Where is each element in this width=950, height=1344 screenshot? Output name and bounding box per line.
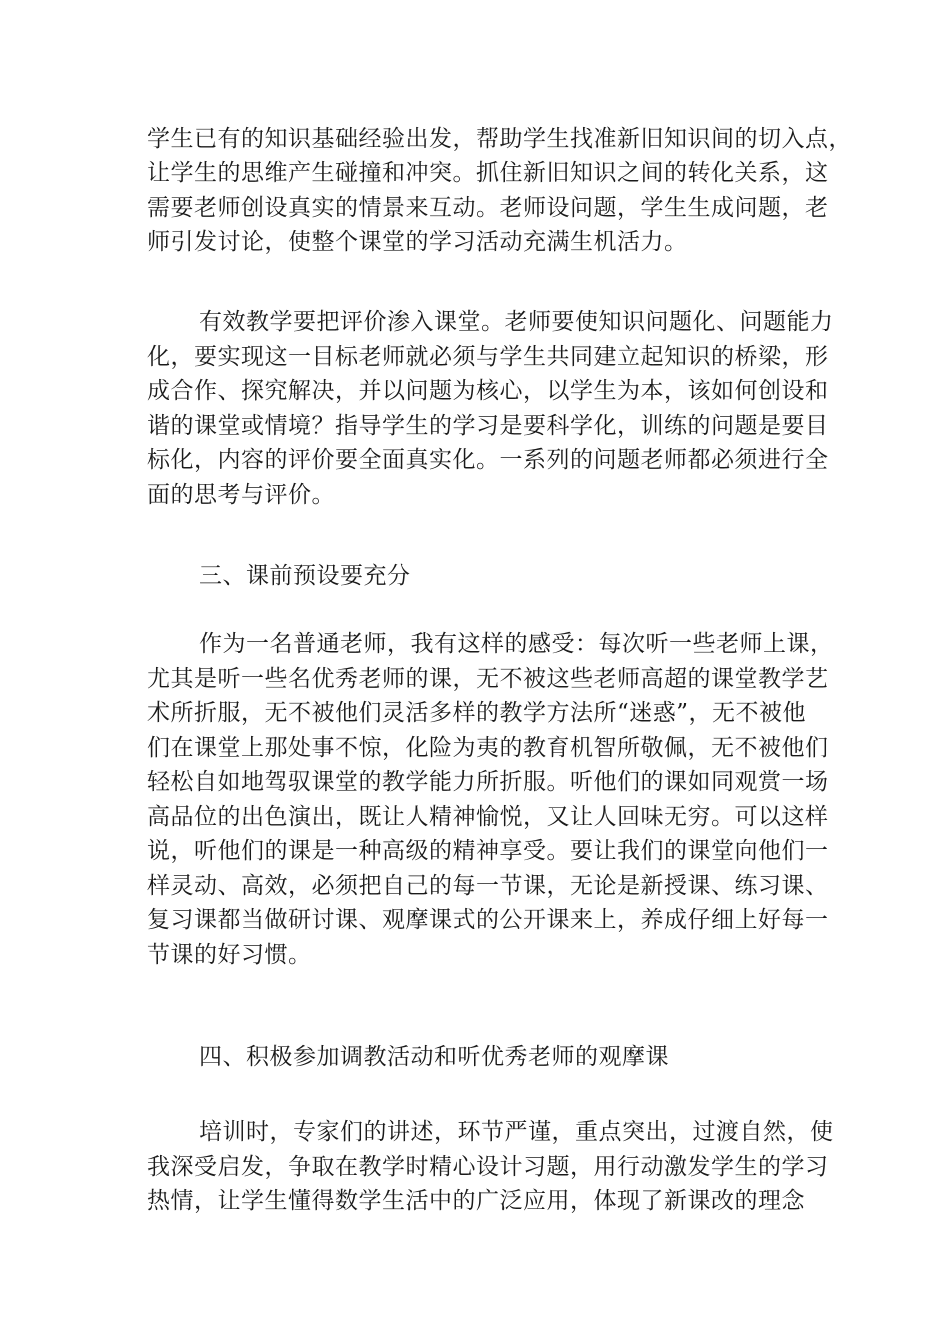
paragraph-1-line-4: 师引发讨论，使整个课堂的学习活动充满生机活力。: [147, 229, 688, 255]
paragraph-3-line-7: 说，听他们的课是一种高级的精神享受。要让我们的课堂向他们一: [147, 838, 829, 864]
paragraph-2-line-3: 成合作、探究解决，并以问题为核心，以学生为本，该如何创设和: [147, 378, 829, 404]
paragraph-4-line-2: 我深受启发，争取在教学时精心设计习题，用行动激发学生的学习: [147, 1154, 829, 1180]
section-heading-4: 四、积极参加调教活动和听优秀老师的观摩课: [199, 1044, 669, 1070]
paragraph-3-line-10: 节课的好习惯。: [147, 942, 312, 968]
paragraph-1-line-1: 学生已有的知识基础经验出发，帮助学生找准新旧知识间的切入点，: [147, 126, 852, 152]
paragraph-4-line-1: 培训时，专家们的讲述，环节严谨，重点突出，过渡自然，使: [199, 1119, 834, 1145]
paragraph-3-line-4: 们在课堂上那处事不惊，化险为夷的教育机智所敬佩，无不被他们: [147, 735, 829, 761]
paragraph-3-line-8: 样灵动、高效，必须把自己的每一节课，无论是新授课、练习课、: [147, 873, 829, 899]
section-heading-3: 三、课前预设要充分: [199, 563, 411, 589]
paragraph-1-line-2: 让学生的思维产生碰撞和冲突。抓住新旧知识之间的转化关系，这: [147, 160, 829, 186]
paragraph-2-line-4: 谐的课堂或情境？指导学生的学习是要科学化，训练的问题是要目: [147, 413, 829, 439]
paragraph-3-line-1: 作为一名普通老师，我有这样的感受：每次听一些老师上课，: [199, 631, 834, 657]
paragraph-2-line-1: 有效教学要把评价渗入课堂。老师要使知识问题化、问题能力: [199, 309, 834, 335]
paragraph-2-line-5: 标化，内容的评价要全面真实化。一系列的问题老师都必须进行全: [147, 447, 829, 473]
paragraph-2-line-2: 化，要实现这一目标老师就必须与学生共同建立起知识的桥梁，形: [147, 344, 829, 370]
paragraph-3-line-2: 尤其是听一些名优秀老师的课，无不被这些老师高超的课堂教学艺: [147, 666, 829, 692]
paragraph-2-line-6: 面的思考与评价。: [147, 482, 335, 508]
paragraph-3-line-3: 术所折服，无不被他们灵活多样的教学方法所“迷惑”，无不被他: [147, 700, 807, 726]
paragraph-1-line-3: 需要老师创设真实的情景来互动。老师设问题，学生生成问题，老: [147, 195, 829, 221]
paragraph-3-line-9: 复习课都当做研讨课、观摩课式的公开课来上，养成仔细上好每一: [147, 907, 829, 933]
paragraph-3-line-5: 轻松自如地驾驭课堂的教学能力所折服。听他们的课如同观赏一场: [147, 769, 829, 795]
paragraph-4-line-3: 热情，让学生懂得数学生活中的广泛应用，体现了新课改的理念: [147, 1188, 805, 1214]
paragraph-3-line-6: 高品位的出色演出，既让人精神愉悦，又让人回味无穷。可以这样: [147, 804, 829, 830]
